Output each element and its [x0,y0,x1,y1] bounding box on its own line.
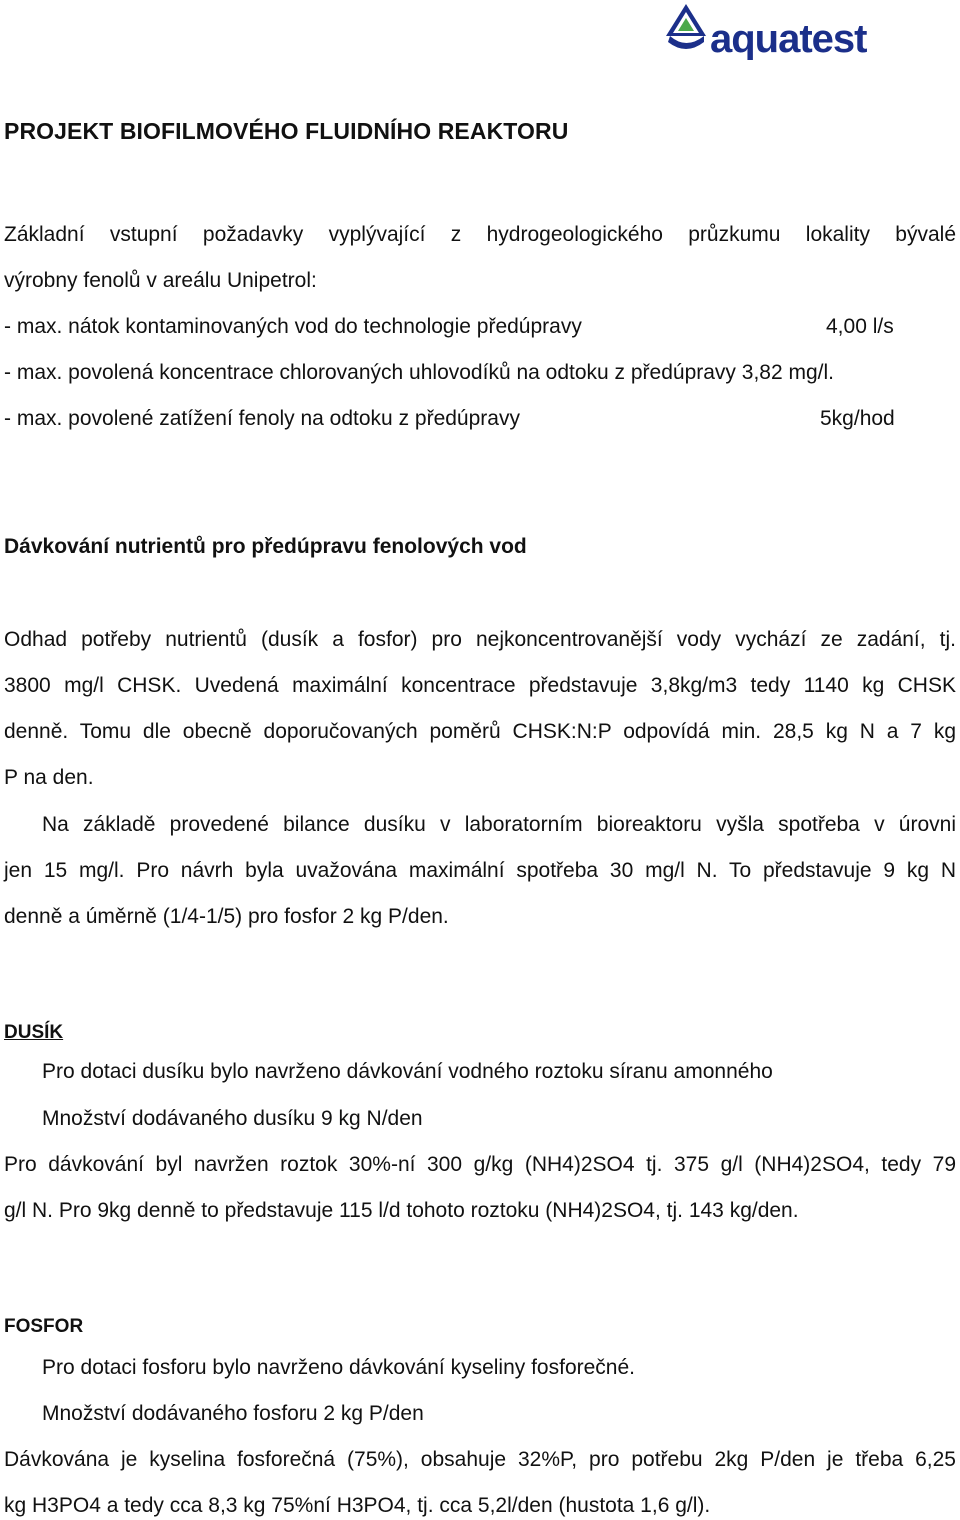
phosphorus-line-2: Množství dodávaného fosforu 2 kg P/den [42,1402,424,1425]
phosphorus-line-4: kg H3PO4 a tedy cca 8,3 kg 75%ní H3PO4, tj. cca 5,2l/den (hustota 1,6 g/l). [4,1494,711,1517]
phosphorus-line-1: Pro dotaci fosforu bylo navrženo dávkování kyseliny fosforečné. [42,1356,635,1379]
phosphorus-heading: FOSFOR [4,1316,84,1337]
intro-line-1: Základní vstupní požadavky vyplývající z hydrogeologického průzkumu lokality bývalé [4,223,956,246]
requirement-phenol-value: 5kg/hod [820,407,895,430]
dosing-p2-line-2: jen 15 mg/l. Pro návrh byla uvažována maximální spotřeba 30 mg/l N. To představuje 9 kg N [4,859,956,882]
requirement-inflow-value: 4,00 l/s [826,315,894,338]
requirement-inflow-label: - max. nátok kontaminovaných vod do technologie předúpravy [4,315,582,338]
phosphorus-line-3: Dávkována je kyselina fosforečná (75%), obsahuje 32%P, pro potřebu 2kg P/den je třeba 6,25 [4,1448,956,1471]
nitrogen-heading: DUSÍK [4,1022,64,1043]
requirement-chlorinated-label: - max. povolená koncentrace chlorovaných uhlovodíků na odtoku z předúpravy 3,82 mg/l. [4,361,834,384]
nitrogen-line-4: g/l N. Pro 9kg denně to představuje 115 l/d tohoto roztoku (NH4)2SO4, tj. 143 kg/den. [4,1199,799,1222]
page-title: PROJEKT BIOFILMOVÉHO FLUIDNÍHO REAKTORU [4,118,569,144]
intro-line-2: výrobny fenolů v areálu Unipetrol: [4,269,317,292]
logo-wordmark: aquatest [710,17,867,60]
dosing-p1-line-3: denně. Tomu dle obecně doporučovaných poměrů CHSK:N:P odpovídá min. 28,5 kg N a 7 kg [4,720,956,743]
dosing-p1-line-2: 3800 mg/l CHSK. Uvedená maximální koncentrace představuje 3,8kg/m3 tedy 1140 kg CHSK [4,674,956,697]
aquatest-logo [664,2,960,60]
dosing-p1-line-1: Odhad potřeby nutrientů (dusík a fosfor) pro nejkoncentrovanější vody vychází ze zadání, tj. [4,628,956,651]
dosing-p2-line-3: denně a úměrně (1/4-1/5) pro fosfor 2 kg P/den. [4,905,449,928]
dosing-p1-line-4: P na den. [4,766,94,789]
nitrogen-line-3: Pro dávkování byl navržen roztok 30%-ní 300 g/kg (NH4)2SO4 tj. 375 g/l (NH4)2SO4, tedy 79 [4,1153,956,1176]
dosing-p2-line-1: Na základě provedené bilance dusíku v laboratorním bioreaktoru vyšla spotřeba v úrovni [42,813,956,836]
dosing-heading: Dávkování nutrientů pro předúpravu fenolových vod [4,535,527,558]
nitrogen-line-1: Pro dotaci dusíku bylo navrženo dávkování vodného roztoku síranu amonného [42,1060,773,1083]
nitrogen-line-2: Množství dodávaného dusíku 9 kg N/den [42,1107,423,1130]
logo-mark-icon [666,4,706,49]
requirement-phenol-label: - max. povolené zatížení fenoly na odtoku z předúpravy [4,407,520,430]
